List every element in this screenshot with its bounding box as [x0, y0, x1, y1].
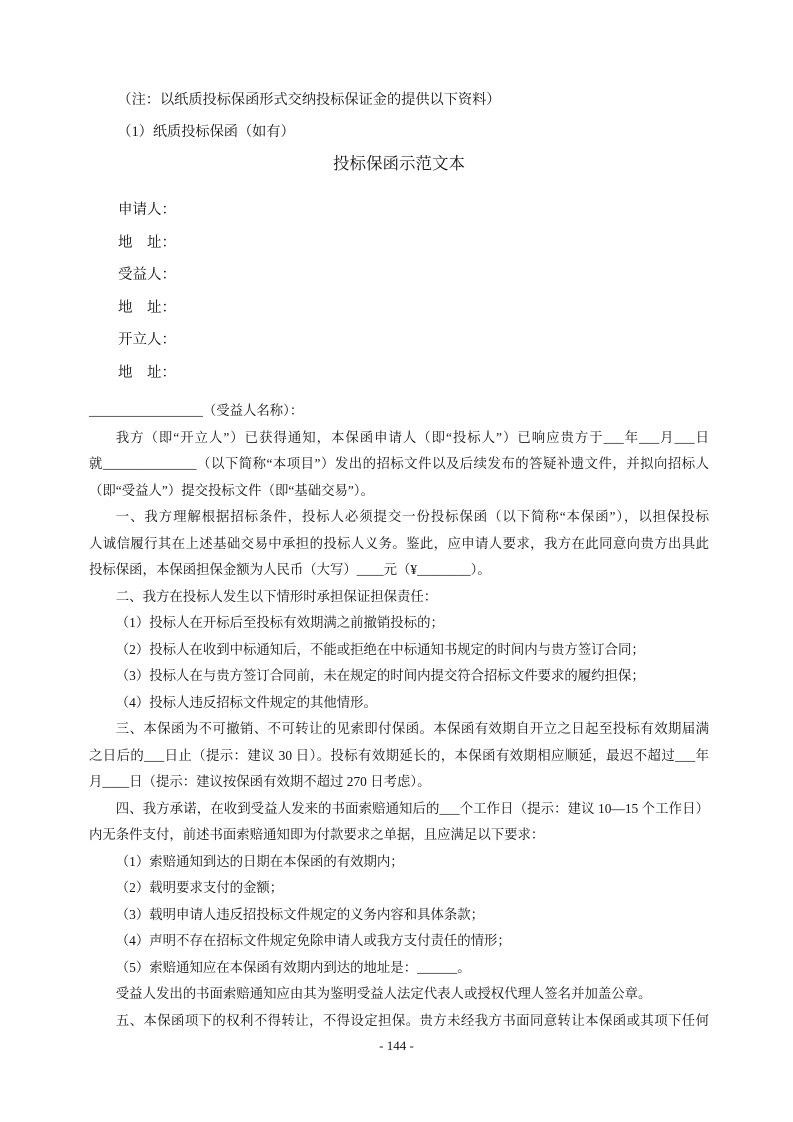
body-line-clause2: 二、我方在投标人发生以下情形时承担保证担保责任：	[115, 588, 438, 604]
body-line-clause4-2: 内无条件支付，前述书面索赔通知即为付款要求之单据，且应满足以下要求：	[89, 827, 545, 842]
body-line-clause2-item3: （3）投标人在与贵方签订合同前，未在规定的时间内提交符合招标文件要求的履约担保；	[115, 668, 645, 683]
body-line-clause1-1: 一、我方理解根据招标条件，投标人必须提交一份投标保函（以下简称“本保函”），以担保投标	[115, 509, 709, 524]
field-issuer-label: 开立人：	[118, 332, 176, 348]
body-line-clause4-item1: （1）索赔通知到达的日期在本保函的有效期内；	[115, 853, 404, 869]
body-line-intro-2: 就______________（以下简称“本项目”）发出的招标文件以及后续发布的答疑补遗文件，并拟向招标人	[89, 456, 709, 471]
body-line-clause3-1: 三、本保函为不可撤销、不可转让的见索即付保函。本保函有效期自开立之日起至投标有效期届满	[115, 721, 709, 736]
body-line-clause1-3: 投标保函，本保函担保金额为人民币（大写）____元（¥________）。	[89, 562, 491, 577]
document-content	[89, 84, 709, 1034]
body-line-clause4-item2: （2）载明要求支付的金额；	[115, 880, 284, 895]
document-body	[89, 398, 709, 1034]
field-issuer-address-label: 地 址：	[118, 364, 176, 381]
field-beneficiary-label: 受益人：	[118, 267, 176, 283]
body-line-clause5: 五、本保函项下的权利不得转让，不得设定担保。贵方未经我方书面同意转让本保函或其项下任何	[115, 1012, 709, 1028]
body-line-intro-3: （即“受益人”）提交投标文件（即“基础交易”）。	[89, 482, 374, 498]
body-line-clause4-item3: （3）载明申请人违反招投标文件规定的义务内容和具体条款；	[115, 906, 485, 922]
field-applicant-address-label: 地 址：	[118, 234, 176, 251]
field-beneficiary-address-label: 地 址：	[118, 299, 176, 316]
field-applicant-label: 申请人：	[118, 202, 176, 218]
body-line-clause4-1: 四、我方承诺，在收到受益人发来的书面索赔通知后的___个工作日（提示：建议 10—15 个工作日）	[115, 800, 709, 816]
body-line-clause2-item1: （1）投标人在开标后至投标有效期满之前撤销投标的；	[115, 615, 444, 630]
note-line: （注：以纸质投标保函形式交纳投标保证金的提供以下资料）	[117, 92, 501, 108]
paper-guarantee-item-line: （1）纸质投标保函（如有）	[117, 124, 295, 140]
body-line-clause2-item2: （2）投标人在收到中标通知后，不能或拒绝在中标通知书规定的时间内与贵方签订合同；	[115, 641, 645, 657]
body-line-clause4-note: 受益人发出的书面索赔通知应由其为鉴明受益人法定代表人或授权代理人签名并加盖公章。	[115, 986, 652, 1001]
body-line-clause2-item4: （4）投标人违反招标文件规定的其他情形。	[115, 694, 377, 710]
body-line-clause3-3: 月____日（提示：建议按保函有效期不超过 270 日考虑）。	[89, 774, 431, 789]
body-line-intro-1: 我方（即“开立人”）已获得通知，本保函申请人（即“投标人”）已响应贵方于___年___月___日	[115, 429, 709, 445]
body-line-clause4-item4: （4）声明不存在招标文件规定免除申请人或我方支付责任的情形；	[115, 933, 511, 948]
salutation-line: _________________（受益人名称）：	[89, 403, 304, 418]
party-fields	[89, 194, 709, 389]
body-line-clause3-2: 之日后的___日止（提示：建议 30 日）。投标有效期延长的，本保函有效期相应顺延，最迟不超过___年	[89, 747, 709, 763]
document-title: 投标保函示范文本	[333, 154, 465, 173]
body-line-clause4-item5: （5）索赔通知应在本保函有效期内到达的地址是：______。	[115, 959, 471, 975]
page-number: - 144 -	[379, 1038, 414, 1053]
body-line-clause1-2: 人诚信履行其在上述基础交易中承担的投标人义务。鉴此，应申请人要求，我方在此同意向贵方出具此	[89, 535, 709, 551]
